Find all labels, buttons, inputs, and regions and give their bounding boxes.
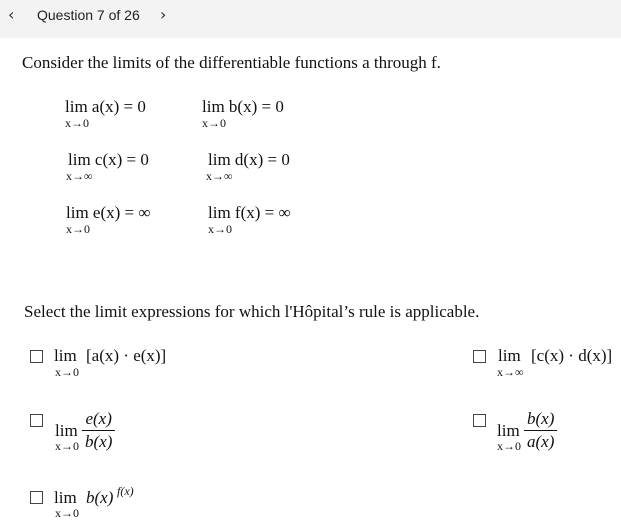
option-2-expr: [c(x) · d(x)] [531,346,613,365]
option-4-sub: x→0 [497,439,521,453]
given-limit-b: lim b(x) = 0 [202,97,284,116]
question-nav-bar [0,0,621,38]
option-5-sub: x→0 [55,506,79,520]
question-intro: Consider the limits of the differentiable functions a through f. [22,53,441,72]
option-5-checkbox[interactable] [30,491,43,504]
given-limit-f-sub: x→0 [208,222,232,236]
question-instruction: Select the limit expressions for which l'Hôpital’s rule is applicable. [24,302,480,321]
option-1-expr: [a(x) · e(x)] [86,346,167,365]
option-4-numerator: b(x) [527,409,555,428]
option-3-checkbox[interactable] [30,414,43,427]
given-limit-b-sub: x→0 [202,116,226,130]
question-counter: Question 7 of 26 [37,7,140,23]
given-limit-a-sub: x→0 [65,116,89,130]
option-1-sub: x→0 [55,365,79,379]
option-3-fraction-bar [82,430,115,431]
option-2-sub: x→∞ [497,365,524,379]
given-limit-c: lim c(x) = 0 [68,150,149,169]
option-1-checkbox[interactable] [30,350,43,363]
chevron-right-icon[interactable]: › [160,5,167,24]
option-3-lim: lim [55,421,78,440]
option-4-lim: lim [497,421,520,440]
option-2-checkbox[interactable] [473,350,486,363]
given-limit-d-sub: x→∞ [206,169,233,183]
option-2-lim: lim [498,346,521,365]
option-5-exponent: f(x) [117,484,134,498]
given-limit-e: lim e(x) = ∞ [66,203,151,222]
chevron-left-icon[interactable]: ‹ [8,5,15,24]
option-3-sub: x→0 [55,439,79,453]
option-3-numerator: e(x) [85,409,112,428]
given-limit-e-sub: x→0 [66,222,90,236]
option-5-lim: lim [54,488,77,507]
option-4-denominator: a(x) [527,432,555,451]
given-limit-a: lim a(x) = 0 [65,97,146,116]
given-limit-f: lim f(x) = ∞ [208,203,291,222]
option-1-lim: lim [54,346,77,365]
option-3-denominator: b(x) [85,432,113,451]
given-limit-d: lim d(x) = 0 [208,150,290,169]
option-3-fraction [82,409,115,452]
given-limit-c-sub: x→∞ [66,169,93,183]
option-4-checkbox[interactable] [473,414,486,427]
option-5-base: b(x) [86,488,114,507]
option-4-fraction [524,409,557,452]
option-4-fraction-bar [524,430,557,431]
